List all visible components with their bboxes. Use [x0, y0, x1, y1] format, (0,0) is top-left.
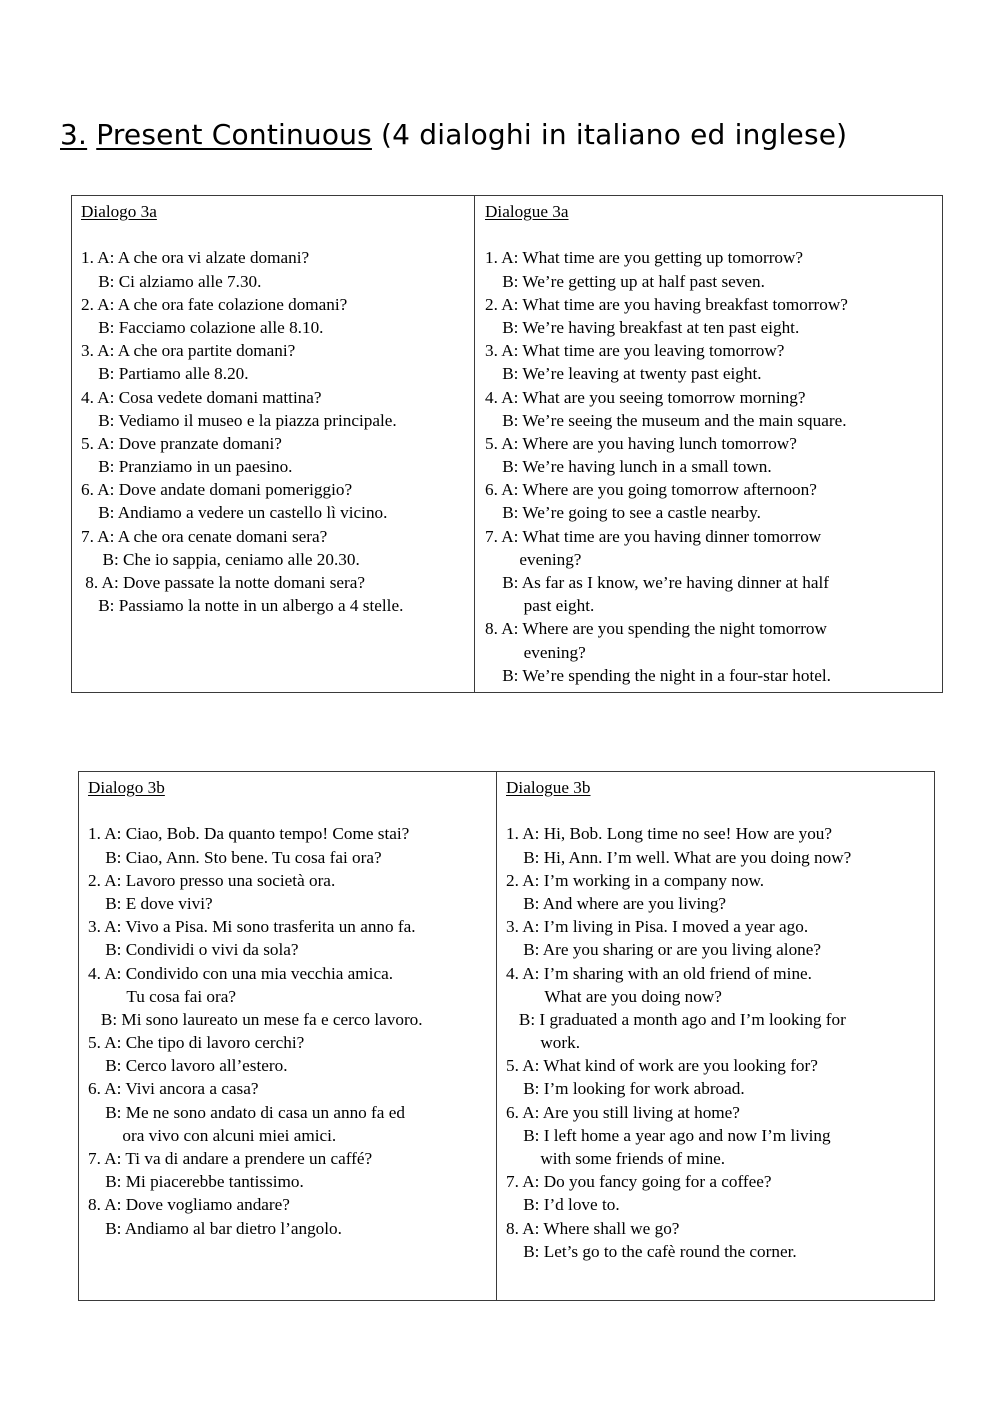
dialogue-line: B: Mi sono laureato un mese fa e cerco lavoro. — [88, 1009, 423, 1029]
dialogue-line: What are you doing now? — [506, 986, 722, 1006]
dialogue-line: B: Pranziamo in un paesino. — [81, 457, 293, 477]
dialogue-line: 5. A: Che tipo di lavoro cerchi? — [88, 1033, 305, 1053]
dialogue-line: 7. A: A che ora cenate domani sera? — [81, 526, 328, 546]
dialogue-line: B: I’d love to. — [506, 1195, 620, 1215]
dialogue-line: 5. A: Where are you having lunch tomorrow? — [485, 433, 797, 453]
dialogue-3a-table — [71, 195, 943, 693]
dialogue-line: 7. A: Do you fancy going for a coffee? — [506, 1172, 772, 1192]
dialogue-line: 3. A: What time are you leaving tomorrow? — [485, 341, 785, 361]
dialogue-line: B: We’re having breakfast at ten past eight. — [485, 317, 800, 337]
dialogue-line: 7. A: What time are you having dinner tomorrow — [485, 526, 822, 546]
dialogue-line: evening? — [485, 549, 582, 569]
dialogue-line: work. — [506, 1033, 580, 1053]
dialogue-line: 3. A: I’m living in Pisa. I moved a year ago. — [506, 917, 809, 937]
dialogue-line: B: Facciamo colazione alle 8.10. — [81, 317, 324, 337]
italian-column-3a — [72, 196, 474, 692]
dialogue-lines — [88, 822, 496, 1239]
dialogue-line: B: We’re spending the night in a four-star hotel. — [485, 665, 831, 685]
dialogue-line: 4. A: Condivido con una mia vecchia amica. — [88, 963, 393, 983]
dialogue-line: B: Let’s go to the cafè round the corner. — [506, 1241, 797, 1261]
dialogue-line: 1. A: Ciao, Bob. Da quanto tempo! Come stai? — [88, 824, 410, 844]
column-heading: Dialogo 3a — [81, 202, 157, 221]
dialogue-line: 1. A: What time are you getting up tomorrow? — [485, 248, 804, 268]
dialogue-line: 8. A: Where are you spending the night tomorrow — [485, 619, 827, 639]
dialogue-line: B: Hi, Ann. I’m well. What are you doing now? — [506, 847, 852, 867]
dialogue-line: B: I graduated a month ago and I’m looking for — [506, 1009, 846, 1029]
dialogue-line: B: Partiamo alle 8.20. — [81, 364, 249, 384]
column-heading: Dialogue 3b — [506, 778, 591, 797]
dialogue-line: 4. A: I’m sharing with an old friend of mine. — [506, 963, 812, 983]
title-number: 3. — [60, 118, 88, 151]
dialogue-line: B: I left home a year ago and now I’m living — [506, 1125, 831, 1145]
page-title — [60, 118, 847, 151]
dialogue-line: 6. A: Vivi ancora a casa? — [88, 1079, 259, 1099]
dialogue-line: B: As far as I know, we’re having dinner at half — [485, 573, 829, 593]
dialogue-line: 6. A: Dove andate domani pomeriggio? — [81, 480, 353, 500]
dialogue-line: 7. A: Ti va di andare a prendere un caffé? — [88, 1149, 373, 1169]
dialogue-line: B: And where are you living? — [506, 893, 727, 913]
english-column-3b — [496, 772, 934, 1300]
dialogue-line: B: Ci alziamo alle 7.30. — [81, 271, 262, 291]
column-heading: Dialogue 3a — [485, 202, 569, 221]
dialogue-line: B: I’m looking for work abroad. — [506, 1079, 745, 1099]
dialogue-line: B: Mi piacerebbe tantissimo. — [88, 1172, 304, 1192]
dialogue-line: B: Ciao, Ann. Sto bene. Tu cosa fai ora? — [88, 847, 382, 867]
dialogue-line: B: We’re getting up at half past seven. — [485, 271, 765, 291]
dialogue-line: B: We’re seeing the museum and the main square. — [485, 410, 847, 430]
dialogue-lines — [81, 246, 474, 617]
dialogue-line: B: Che io sappia, ceniamo alle 20.30. — [81, 549, 360, 569]
dialogue-line: B: Condividi o vivi da sola? — [88, 940, 299, 960]
dialogue-line: 8. A: Dove vogliamo andare? — [88, 1195, 290, 1215]
dialogue-lines — [485, 246, 942, 687]
dialogue-line: 6. A: Where are you going tomorrow afternoon? — [485, 480, 817, 500]
dialogue-line: B: We’re leaving at twenty past eight. — [485, 364, 762, 384]
dialogue-line: B: Vediamo il museo e la piazza principale. — [81, 410, 397, 430]
dialogue-line: 2. A: A che ora fate colazione domani? — [81, 294, 348, 314]
italian-column-3b — [79, 772, 496, 1300]
title-subtitle: (4 dialoghi in italiano ed inglese) — [371, 118, 848, 151]
dialogue-line: B: Cerco lavoro all’estero. — [88, 1056, 288, 1076]
dialogue-line: 1. A: Hi, Bob. Long time no see! How are you? — [506, 824, 833, 844]
dialogue-line: 3. A: A che ora partite domani? — [81, 341, 296, 361]
dialogue-line: B: E dove vivi? — [88, 893, 213, 913]
dialogue-line: B: Are you sharing or are you living alone? — [506, 940, 822, 960]
dialogue-line: past eight. — [485, 596, 595, 616]
title-topic: Present Continuous — [96, 118, 372, 151]
dialogue-line: 2. A: I’m working in a company now. — [506, 870, 765, 890]
dialogue-line: B: Andiamo al bar dietro l’angolo. — [88, 1218, 342, 1238]
dialogue-line: 3. A: Vivo a Pisa. Mi sono trasferita un anno fa. — [88, 917, 416, 937]
dialogue-line: 8. A: Dove passate la notte domani sera? — [81, 573, 365, 593]
dialogue-line: with some friends of mine. — [506, 1149, 726, 1169]
dialogue-3b-table — [78, 771, 935, 1301]
dialogue-line: 8. A: Where shall we go? — [506, 1218, 680, 1238]
dialogue-line: B: Andiamo a vedere un castello lì vicino. — [81, 503, 388, 523]
dialogue-line: 2. A: What time are you having breakfast tomorrow? — [485, 294, 848, 314]
dialogue-line: evening? — [485, 642, 586, 662]
column-heading: Dialogo 3b — [88, 778, 165, 797]
dialogue-line: 4. A: Cosa vedete domani mattina? — [81, 387, 322, 407]
dialogue-line: B: Me ne sono andato di casa un anno fa ed — [88, 1102, 405, 1122]
dialogue-line: ora vivo con alcuni miei amici. — [88, 1125, 337, 1145]
dialogue-line: B: We’re going to see a castle nearby. — [485, 503, 761, 523]
dialogue-line: 6. A: Are you still living at home? — [506, 1102, 740, 1122]
dialogue-line: B: Passiamo la notte in un albergo a 4 stelle. — [81, 596, 404, 616]
dialogue-line: 1. A: A che ora vi alzate domani? — [81, 248, 310, 268]
dialogue-line: 5. A: What kind of work are you looking for? — [506, 1056, 818, 1076]
dialogue-line: 5. A: Dove pranzate domani? — [81, 433, 282, 453]
dialogue-line: 2. A: Lavoro presso una società ora. — [88, 870, 336, 890]
dialogue-line: Tu cosa fai ora? — [88, 986, 236, 1006]
english-column-3a — [474, 196, 942, 692]
dialogue-line: B: We’re having lunch in a small town. — [485, 457, 772, 477]
dialogue-lines — [506, 822, 934, 1263]
dialogue-line: 4. A: What are you seeing tomorrow morning? — [485, 387, 806, 407]
